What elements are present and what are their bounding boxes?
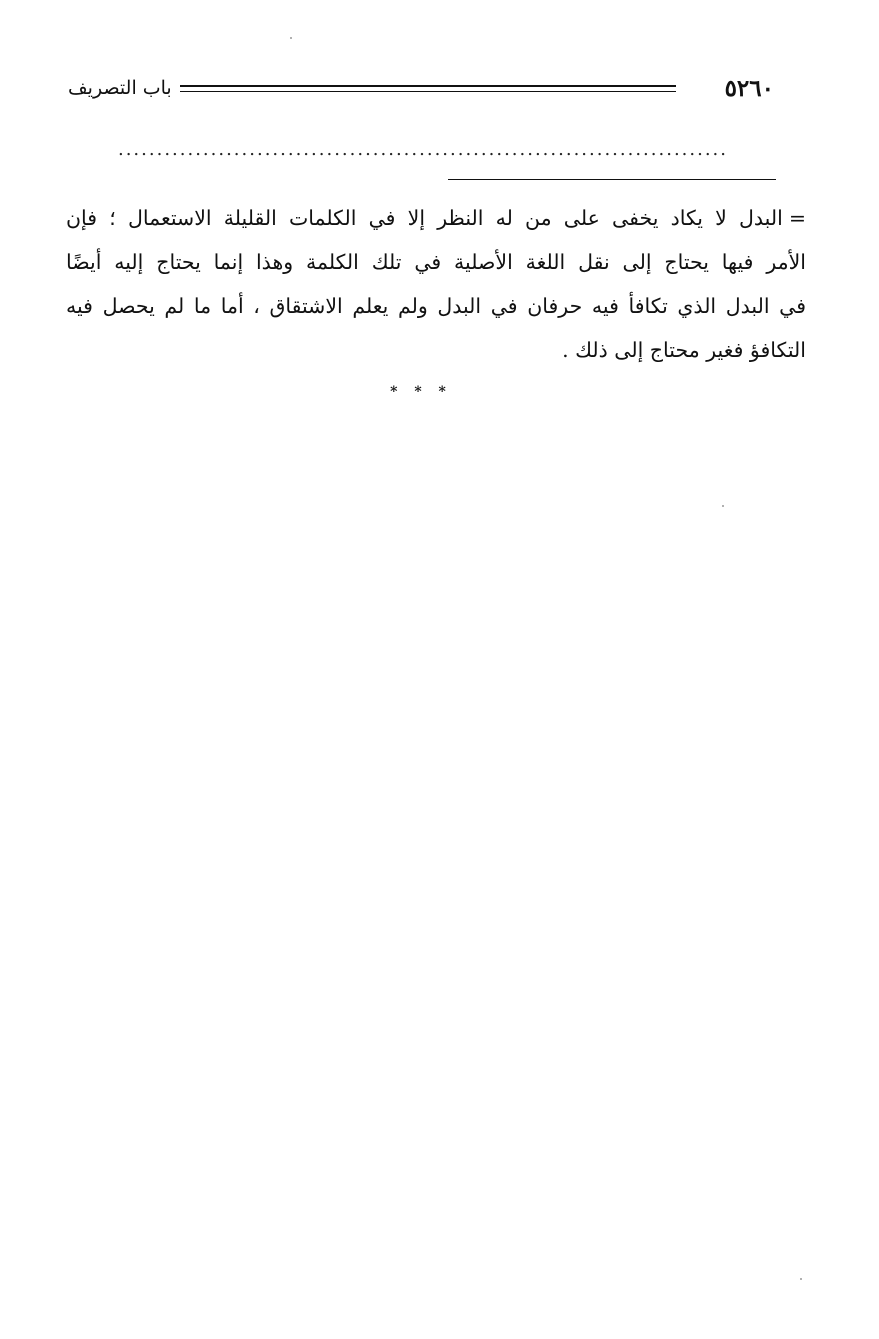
footnote [66, 196, 806, 372]
separator-dots: ............................................................................... [117, 139, 728, 160]
footnote-line-2: الأمر فيها يحتاج إلى نقل اللغة الأصلية في تلك الكلمة وهذا إنما يحتاج إليه أيضًا [66, 250, 806, 274]
footnote-continuation-marker: = [788, 206, 806, 230]
end-mark: * * * [390, 384, 452, 400]
page-header [68, 72, 780, 108]
footnote-line-4: التكافؤ فغير محتاج إلى ذلك . [562, 338, 806, 362]
footnote-line-1 [66, 196, 806, 240]
footnote-rule [448, 179, 776, 180]
scan-speck [800, 1278, 802, 1280]
scan-speck [722, 505, 724, 507]
chapter-title: باب التصريف [68, 77, 172, 99]
footnote-line-3: في البدل الذي تكافأ فيه حرفان في البدل ولم يعلم الاشتقاق ، أما ما لم يحصل فيه [66, 294, 806, 318]
scan-speck [290, 37, 292, 39]
page-number: ٥٢٦٠ [724, 75, 774, 102]
header-rule [180, 85, 676, 92]
footnote-line-1-text: البدل لا يكاد يخفى على من له النظر إلا في الكلمات القليلة الاستعمال ؛ فإن [66, 206, 783, 230]
